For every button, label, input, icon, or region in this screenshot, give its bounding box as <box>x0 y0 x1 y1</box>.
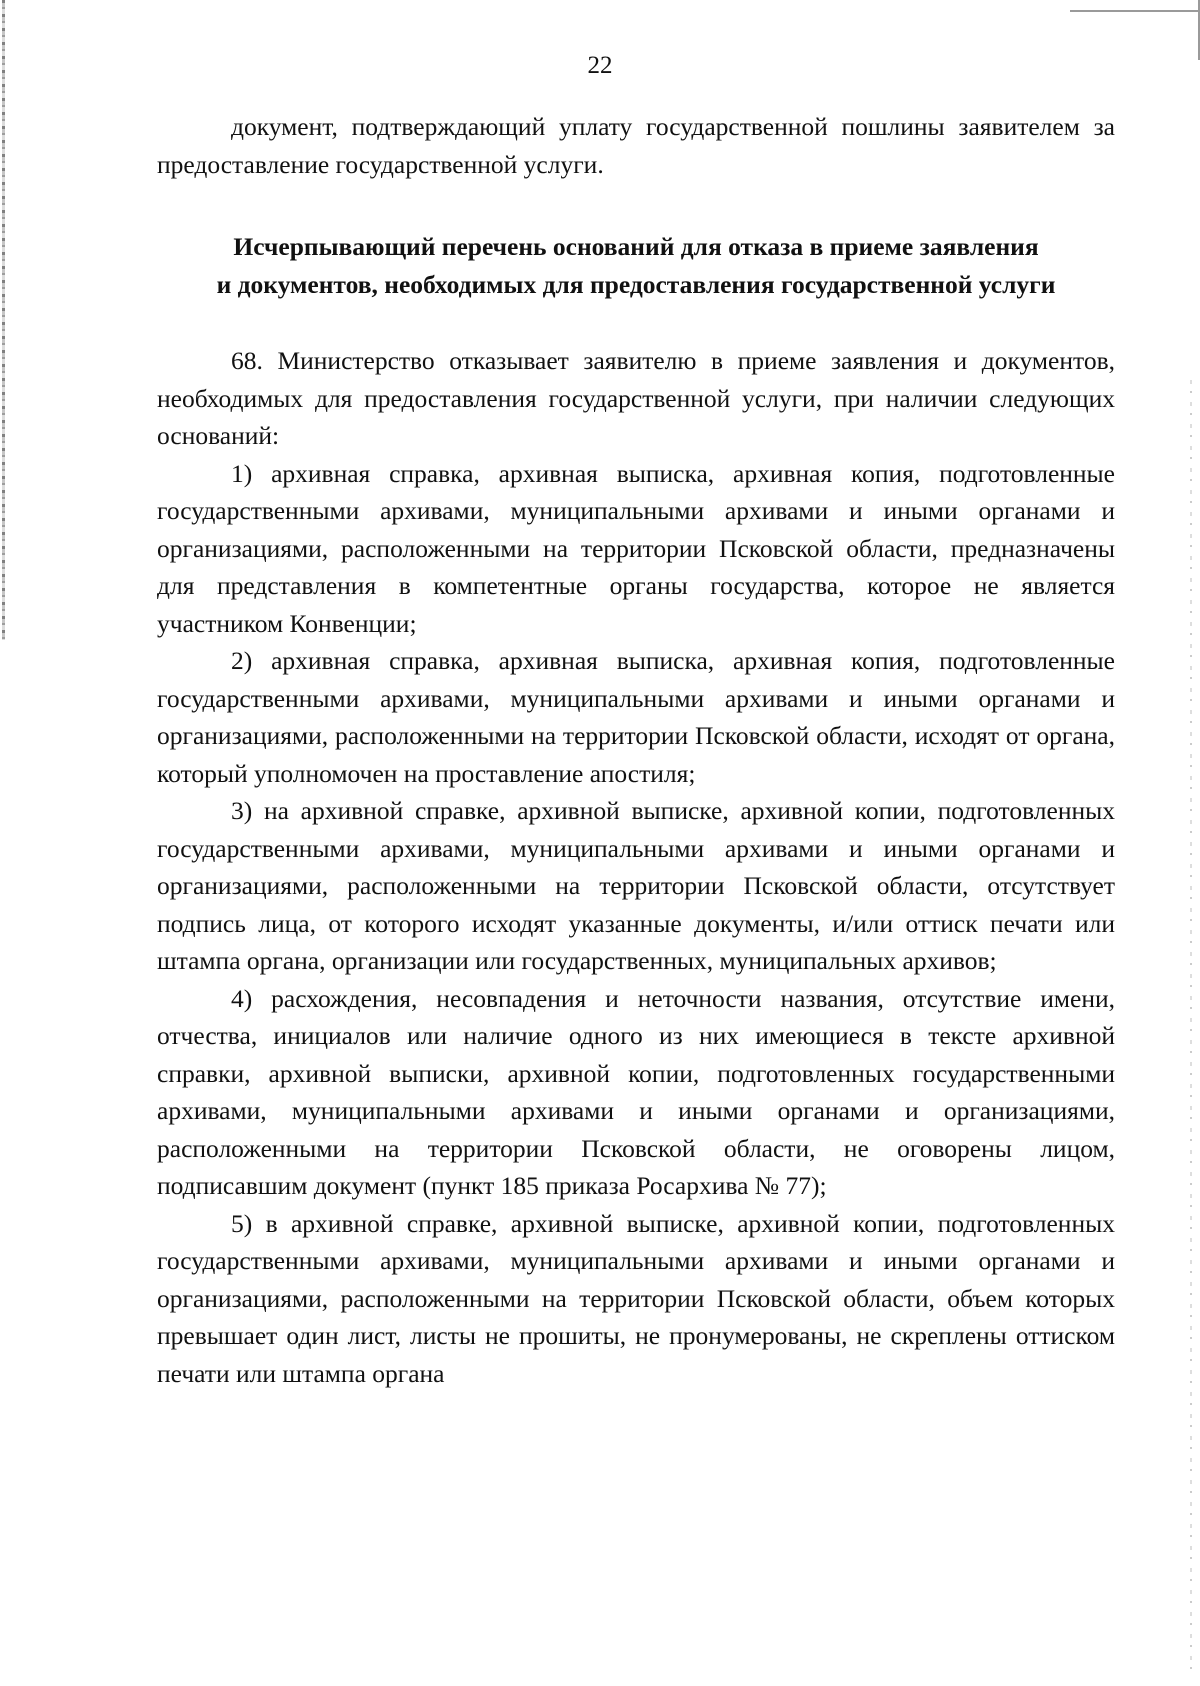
section-heading-line-1: Исчерпывающий перечень оснований для отказа в приеме заявления <box>233 232 1039 261</box>
scan-corner-artifact <box>1070 10 1200 12</box>
list-item-4: 4) расхождения, несовпадения и неточности названия, отсутствие имени, отчества, инициалов или наличие одного из них имеющиеся в тексте архивной справки, архивной выписки, архивной копии, подготовленных государственными архивами, муниципальными архивами и иными органами и организациями, расположенными на территории Псковской области, не оговорены лицом, подписавшим документ (пункт 185 приказа Росархива № 77); <box>157 983 1115 1200</box>
section-heading <box>157 228 1115 304</box>
scan-edge-artifact <box>1190 380 1192 1670</box>
list-item-3: 3) на архивной справке, архивной выписке, архивной копии, подготовленных государственными архивами, муниципальными архивами и иными органами и организациями, расположенными на территории Псковской области, отсутствует подпись лица, от которого исходят указанные документы, и/или оттиск печати или штампа органа, организации или государственных, муниципальных архивов; <box>157 796 1115 975</box>
scan-edge-artifact <box>2 0 5 640</box>
intro-paragraph: документ, подтверждающий уплату государственной пошлины заявителем за предоставление государственной услуги. <box>157 112 1115 179</box>
document-body <box>157 108 1115 1392</box>
list-item-1: 1) архивная справка, архивная выписка, архивная копия, подготовленные государственными архивами, муниципальными архивами и иными органами и организациями, расположенными на территории Псковской области, предназначены для представления в компетентные органы государства, которое не является участником Конвенции; <box>157 458 1115 638</box>
section-heading-line-2: и документов, необходимых для предоставления государственной услуги <box>216 270 1056 299</box>
page-number: 22 <box>587 52 613 79</box>
paragraph-68: 68. Министерство отказывает заявителю в приеме заявления и документов, необходимых для предоставления государственной услуги, при наличии следующих оснований: <box>157 346 1115 450</box>
list-item-2: 2) архивная справка, архивная выписка, архивная копия, подготовленные государственными архивами, муниципальными архивами и иными органами и организациями, расположенными на территории Псковской области, исходят от органа, который уполномочен на проставление апостиля; <box>157 646 1115 788</box>
list-item-5: 5) в архивной справке, архивной выписке, архивной копии, подготовленных государственными архивами, муниципальными архивами и иными органами и организациями, расположенными на территории Псковской области, объем которых превышает один лист, листы не прошиты, не пронумерованы, не скреплены оттиском печати или штампа органа <box>157 1208 1115 1388</box>
